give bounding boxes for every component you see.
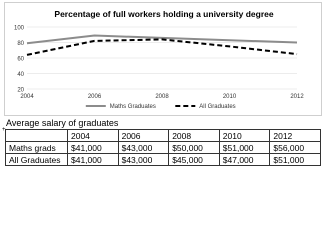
line-chart-panel bbox=[4, 2, 322, 116]
y-tick-label: 80 bbox=[17, 41, 24, 47]
header-cell: 2010 bbox=[219, 130, 270, 142]
chart-title: Percentage of full workers holding a university degree bbox=[54, 9, 274, 19]
table-cell: $51,000 bbox=[219, 142, 270, 154]
y-tick-label: 60 bbox=[17, 56, 24, 63]
table-title: Average salary of graduates bbox=[6, 118, 119, 128]
x-tick-label: 2010 bbox=[222, 94, 237, 100]
table-cell: $43,000 bbox=[118, 154, 169, 166]
x-tick-label: 2012 bbox=[290, 94, 304, 100]
table-cell: $43,000 bbox=[118, 142, 169, 154]
y-tick-label: 100 bbox=[13, 25, 24, 32]
row-label-cell: All Graduates bbox=[6, 154, 68, 166]
header-cell: 2008 bbox=[169, 130, 220, 142]
header-cell bbox=[6, 130, 68, 142]
x-tick-label: 2004 bbox=[20, 94, 34, 100]
x-tick-label: 2006 bbox=[87, 94, 102, 100]
salary-table bbox=[5, 129, 321, 166]
row-label-cell: Maths grads bbox=[6, 142, 68, 154]
x-tick-label: 2008 bbox=[155, 94, 169, 100]
table-cell: $50,000 bbox=[169, 142, 220, 154]
table-move-handle[interactable]: + bbox=[2, 127, 6, 133]
legend-item bbox=[86, 104, 156, 110]
table-cell: $51,000 bbox=[270, 154, 321, 166]
table-cell: $47,000 bbox=[219, 154, 270, 166]
header-cell: 2012 bbox=[270, 130, 321, 142]
table-row bbox=[6, 154, 321, 166]
legend-item bbox=[175, 104, 235, 110]
table-cell: $41,000 bbox=[68, 142, 119, 154]
header-cell: 2006 bbox=[118, 130, 169, 142]
line-chart bbox=[5, 3, 323, 117]
table-cell: $41,000 bbox=[68, 154, 119, 166]
table-cell: $45,000 bbox=[169, 154, 220, 166]
table-header-row bbox=[6, 130, 321, 142]
header-cell: 2004 bbox=[68, 130, 119, 142]
y-tick-label: 20 bbox=[17, 87, 24, 94]
legend-label: All Graduates bbox=[199, 104, 236, 111]
table-cell: $56,000 bbox=[270, 142, 321, 154]
y-tick-label: 40 bbox=[17, 72, 24, 78]
legend-label: Maths Graduates bbox=[109, 104, 156, 111]
table-row bbox=[6, 142, 321, 154]
